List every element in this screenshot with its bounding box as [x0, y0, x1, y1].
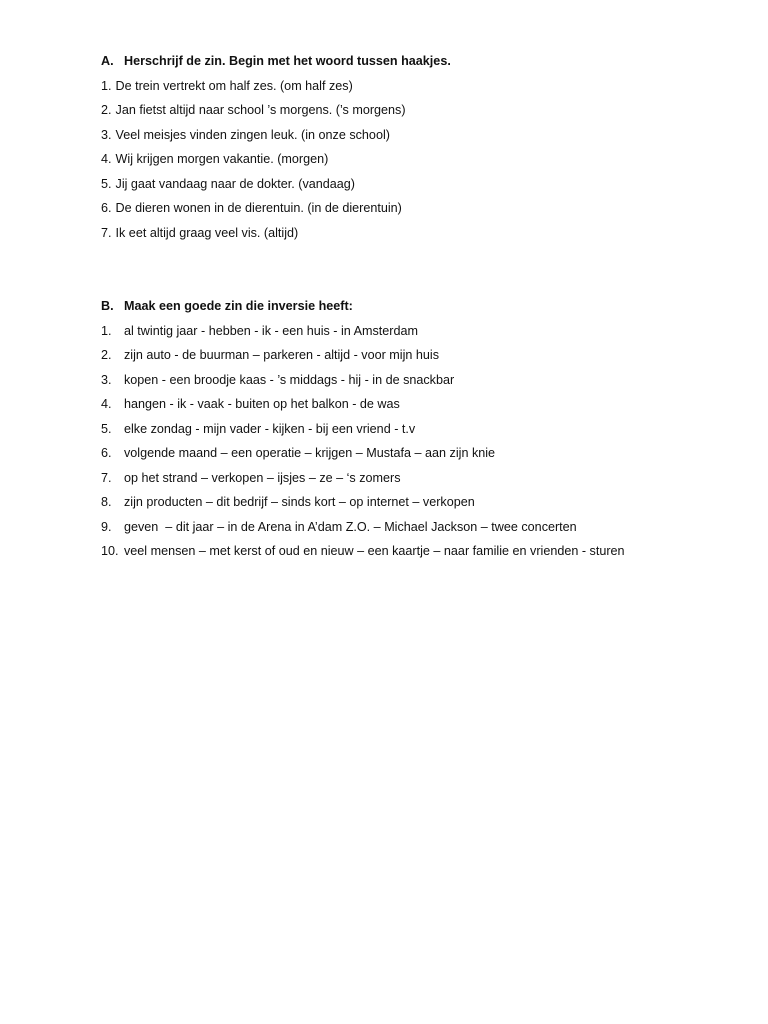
- list-item: [101, 392, 741, 417]
- list-item: [101, 490, 741, 515]
- section-b: [101, 294, 741, 564]
- section-a: [101, 49, 741, 245]
- item-number: 1.: [101, 323, 112, 338]
- item-number: 3.: [101, 127, 112, 142]
- list-item: [101, 441, 741, 466]
- section-a-title: Herschrijf de zin. Begin met het woord tussen haakjes.: [124, 54, 451, 69]
- item-text: volgende maand – een operatie – krijgen – Mustafa – aan zijn knie: [124, 446, 496, 461]
- section-b-title: Maak een goede zin die inversie heeft:: [124, 299, 353, 314]
- item-text: De dieren wonen in de dierentuin. (in de dierentuin): [115, 201, 402, 216]
- list-item: [101, 466, 741, 491]
- item-text: Ik eet altijd graag veel vis. (altijd): [115, 225, 299, 240]
- item-text: elke zondag - mijn vader - kijken - bij een vriend - t.v: [124, 421, 416, 436]
- item-number: 5.: [101, 176, 112, 191]
- item-number: 2.: [101, 103, 112, 118]
- item-text: op het strand – verkopen – ijsjes – ze – ‘s zomers: [124, 470, 401, 485]
- list-item: [101, 515, 741, 540]
- item-text: hangen - ik - vaak - buiten op het balkon - de was: [124, 397, 400, 412]
- list-item: [101, 221, 741, 246]
- item-text: al twintig jaar - hebben - ik - een huis - in Amsterdam: [124, 323, 418, 338]
- item-number: 7.: [101, 470, 112, 485]
- item-text: zijn producten – dit bedrijf – sinds kort – op internet – verkopen: [124, 495, 475, 510]
- item-number: 4.: [101, 397, 112, 412]
- item-text: veel mensen – met kerst of oud en nieuw – een kaartje – naar familie en vrienden - sturen: [124, 544, 625, 559]
- item-number: 6.: [101, 201, 112, 216]
- item-number: 4.: [101, 152, 112, 167]
- item-text: Jan fietst altijd naar school ’s morgens. (’s morgens): [115, 103, 406, 118]
- list-item: [101, 368, 741, 393]
- item-number: 3.: [101, 372, 112, 387]
- list-item: [101, 98, 741, 123]
- item-text: Veel meisjes vinden zingen leuk. (in onze school): [115, 127, 390, 142]
- item-number: 1.: [101, 78, 112, 93]
- item-number: 2.: [101, 348, 112, 363]
- item-text: zijn auto - de buurman – parkeren - altijd - voor mijn huis: [124, 348, 439, 363]
- item-number: 5.: [101, 421, 112, 436]
- item-number: 7.: [101, 225, 112, 240]
- item-number: 9.: [101, 519, 112, 534]
- list-item: [101, 319, 741, 344]
- item-text: De trein vertrekt om half zes. (om half zes): [115, 78, 353, 93]
- list-item: [101, 417, 741, 442]
- item-number: 6.: [101, 446, 112, 461]
- item-number: 10.: [101, 544, 119, 559]
- item-number: 8.: [101, 495, 112, 510]
- list-item: [101, 172, 741, 197]
- section-b-heading: [101, 294, 741, 319]
- item-text: Jij gaat vandaag naar de dokter. (vandaag): [115, 176, 355, 191]
- section-a-letter: A.: [101, 54, 114, 69]
- list-item: [101, 196, 741, 221]
- section-b-letter: B.: [101, 299, 114, 314]
- list-item: [101, 74, 741, 99]
- list-item: [101, 123, 741, 148]
- section-a-heading: [101, 49, 741, 74]
- item-text: Wij krijgen morgen vakantie. (morgen): [115, 152, 329, 167]
- list-item: [101, 539, 741, 564]
- item-text: geven – dit jaar – in de Arena in A’dam Z.O. – Michael Jackson – twee concerten: [124, 519, 577, 534]
- item-text: kopen - een broodje kaas - ’s middags - hij - in de snackbar: [124, 372, 455, 387]
- list-item: [101, 343, 741, 368]
- list-item: [101, 147, 741, 172]
